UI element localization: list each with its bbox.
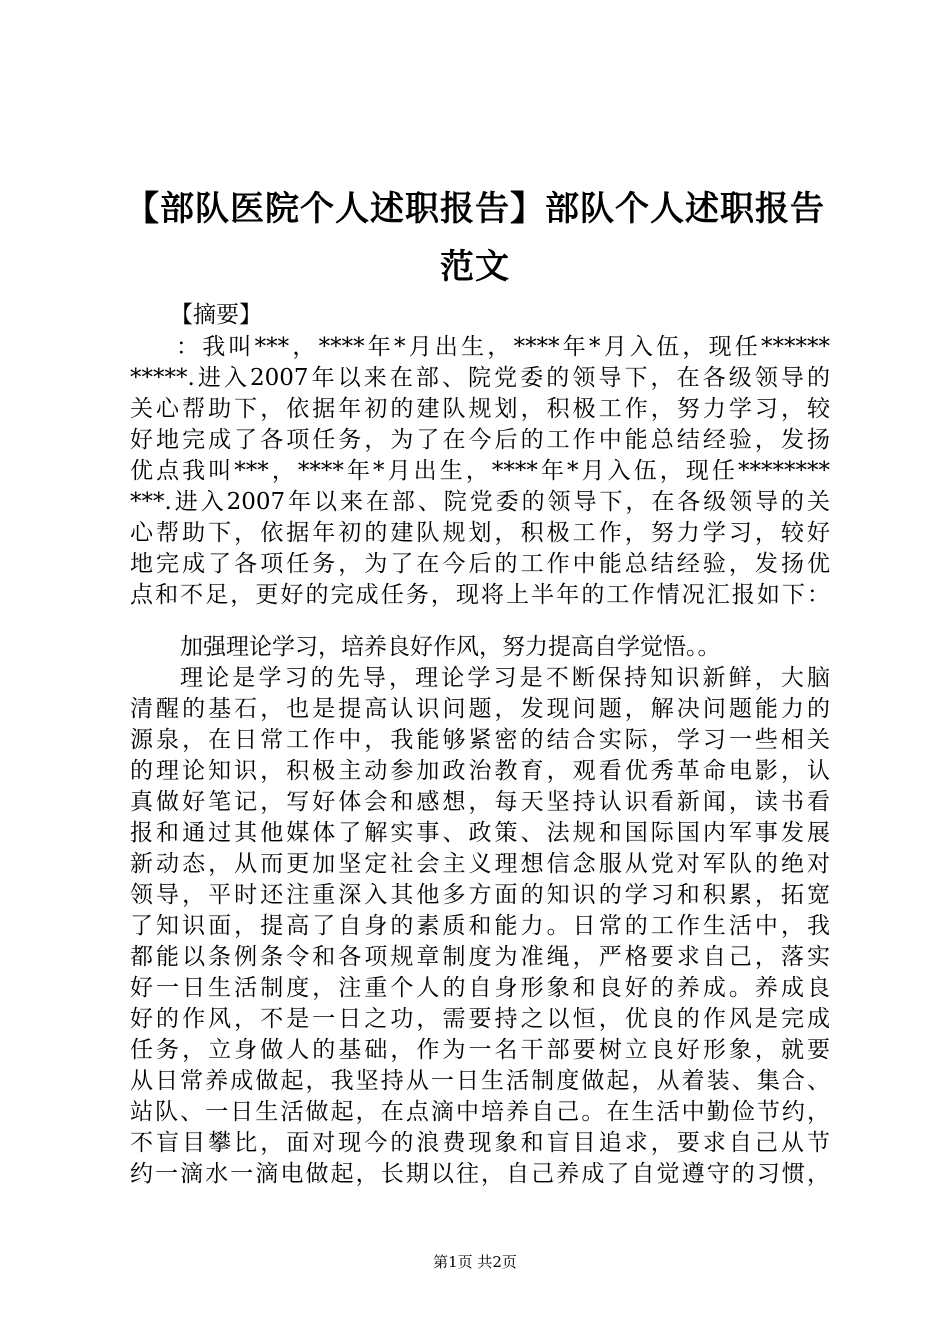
body-line: 从日常养成做起，我坚持从一日生活制度做起，从着装、集合、 <box>130 1068 830 1094</box>
section-heading: 加强理论学习，培养良好作风，努力提高自学觉悟。。 <box>180 634 721 660</box>
body-line: 站队、一日生活做起，在点滴中培养自己。在生活中勤俭节约， <box>130 1099 830 1125</box>
body-line: 报和通过其他媒体了解实事、政策、法规和国际国内军事发展 <box>130 820 830 846</box>
abstract-line: 优点我叫***，****年*月出生，****年*月入伍，现任******** <box>130 458 830 484</box>
body-line: 了知识面，提高了自身的素质和能力。日常的工作生活中，我 <box>130 913 830 939</box>
abstract-heading: 【摘要】 <box>170 302 262 328</box>
body-line: 好一日生活制度，注重个人的自身形象和良好的养成。养成良 <box>130 975 830 1001</box>
page-number-footer: 第1页 共2页 <box>433 1253 517 1271</box>
body-line: 新动态，从而更加坚定社会主义理想信念服从党对军队的绝对 <box>130 851 830 877</box>
document-title: 【部队医院个人述职报告】部队个人述职报告 <box>125 189 825 229</box>
body-line: 任务，立身做人的基础，作为一名干部要树立良好形象，就要 <box>130 1037 830 1063</box>
document-title-continued: 范文 <box>440 247 510 287</box>
body-line: 不盲目攀比，面对现今的浪费现象和盲目追求，要求自己从节 <box>130 1130 830 1156</box>
abstract-line: 心帮助下，依据年初的建队规划，积极工作，努力学习，较好 <box>130 520 830 546</box>
body-line: 领导，平时还注重深入其他多方面的知识的学习和积累，拓宽 <box>130 882 830 908</box>
abstract-line: 地完成了各项任务，为了在今后的工作中能总结经验，发扬优 <box>130 551 830 577</box>
body-line: 清醒的基石，也是提高认识问题，发现问题，解决问题能力的 <box>130 696 830 722</box>
body-line: 的理论知识，积极主动参加政治教育，观看优秀革命电影，认 <box>130 758 830 784</box>
body-line: 源泉，在日常工作中，我能够紧密的结合实际，学习一些相关 <box>130 727 830 753</box>
body-line: 真做好笔记，写好体会和感想，每天坚持认识看新闻，读书看 <box>130 789 830 815</box>
abstract-line: 点和不足，更好的完成任务，现将上半年的工作情况汇报如下： <box>130 582 830 608</box>
body-line: 约一滴水一滴电做起，长期以往，自己养成了自觉遵守的习惯， <box>130 1161 830 1187</box>
abstract-line: ***.进入2007年以来在部、院党委的领导下，在各级领导的关 <box>130 489 830 515</box>
body-line: 都能以条例条令和各项规章制度为准绳，严格要求自己，落实 <box>130 944 830 970</box>
abstract-line: ：我叫***，****年*月出生，****年*月入伍，现任****** <box>176 334 830 360</box>
abstract-line: 关心帮助下，依据年初的建队规划，积极工作，努力学习，较 <box>130 396 830 422</box>
abstract-line: *****.进入2007年以来在部、院党委的领导下，在各级领导的 <box>130 365 830 391</box>
body-line: 理论是学习的先导，理论学习是不断保持知识新鲜，大脑 <box>180 665 830 691</box>
body-line: 好的作风，不是一日之功，需要持之以恒，优良的作风是完成 <box>130 1006 830 1032</box>
abstract-line: 好地完成了各项任务，为了在今后的工作中能总结经验，发扬 <box>130 427 830 453</box>
